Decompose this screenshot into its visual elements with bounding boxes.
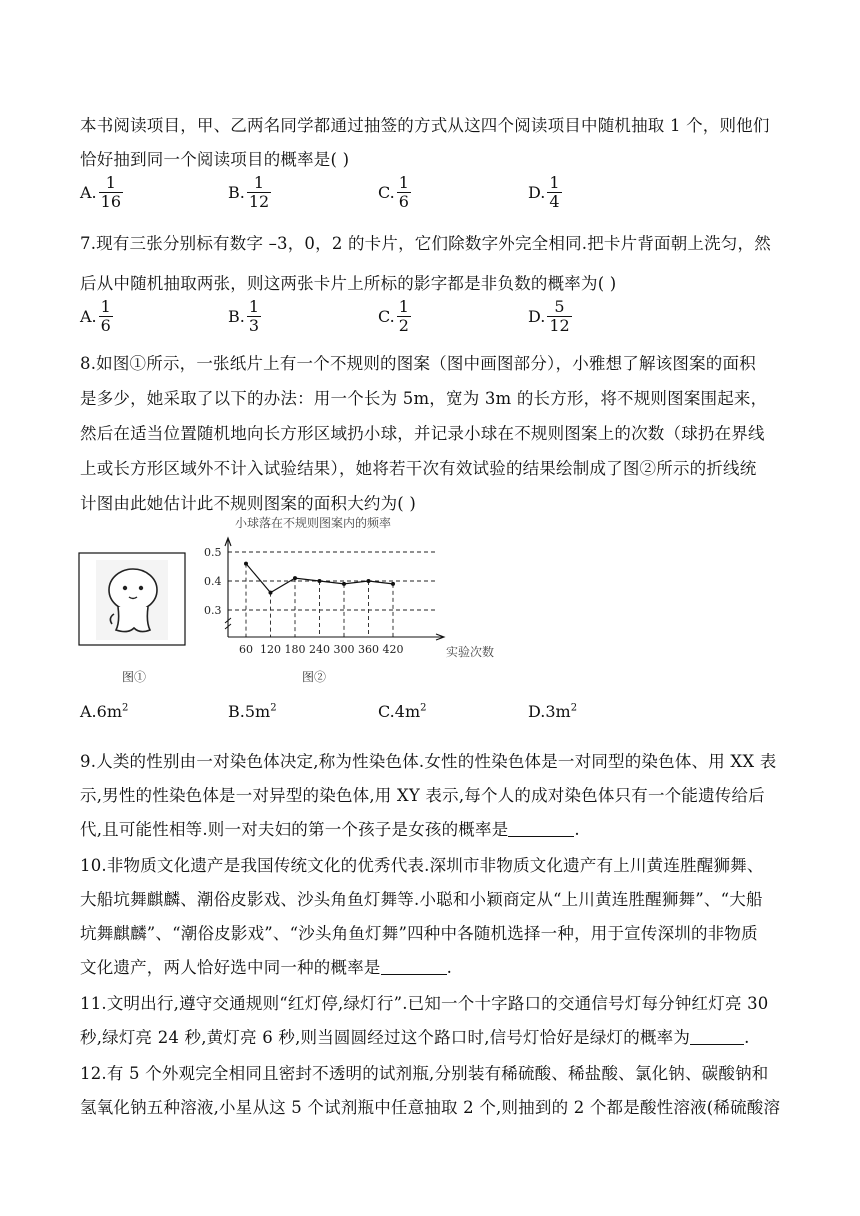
chart-point-6 (391, 582, 395, 586)
q12-line-2: 氢氧化钠五种溶液,小星从这 5 个试剂瓶中任意抽取 2 个,则抽到的 2 个都是酸性溶液(稀硫酸溶 (80, 1098, 781, 1117)
q9-line-3: 代,且可能性相等.则一对夫妇的第一个孩子是女孩的概率是 . (80, 820, 580, 839)
q10-line-2: 大船坑舞麒麟、潮俗皮影戏、沙头角鱼灯舞等.小聪和小颖商定从“上川黄连胜醒狮舞”、“大船 (80, 890, 763, 909)
chart-xtick-label-3: 240 (309, 643, 330, 656)
q8-line-4: 上或长方形区域外不计入试验结果），她将若干次有效试验的结果绘制成了图②所示的折线统 (80, 459, 757, 478)
figure-1-label: 图① (122, 670, 147, 684)
chart-point-5 (367, 579, 371, 583)
figure-2-chart (198, 510, 495, 662)
q12-line-1: 12.有 5 个外观完全相同且密封不透明的试剂瓶,分别装有稀硫酸、稀盐酸、氯化钠、碳酸钠和 (80, 1064, 769, 1083)
q7-option-c[interactable]: C. $\frac{1}{2}$ (378, 297, 409, 335)
q11-line-2: 秒,绿灯亮 24 秒,黄灯亮 6 秒,则当圆圆经过这个路口时,信号灯恰好是绿灯的概率为 . (80, 1028, 750, 1047)
chart-xtick-label-2: 180 (284, 643, 306, 656)
chart-xtick-label-5: 360 (358, 643, 379, 656)
q8-line-1: 8.如图①所示，一张纸片上有一个不规则的图案（图中画图部分），小雅想了解该图案的面积 (80, 354, 756, 373)
chart-point-2 (293, 576, 297, 580)
chart-gridlines (228, 552, 436, 637)
q7-option-b[interactable]: B. $\frac{1}{3}$ (228, 297, 260, 335)
q7-line-2: 后从中随机抽取两张，则这两张卡片上所标的影字都是非负数的概率为( ) (80, 274, 617, 293)
chart-point-0 (244, 562, 248, 566)
q8-line-2: 是多少，她采取了以下的办法：用一个长为 5m，宽为 3m 的长方形，将不规则图案围起来， (80, 389, 768, 408)
chart-xtick-label-0: 60 (239, 643, 253, 656)
chart-ytick-label-1: 0.4 (204, 575, 222, 588)
q8-option-a[interactable]: $A.6m^2$ (80, 702, 129, 721)
q10-line-3: 坑舞麒麟”、“潮俗皮影戏”、“沙头角鱼灯舞”四种中各随机选择一种，用于宣传深圳的非物质 (80, 924, 758, 943)
chart-point-1 (269, 591, 273, 595)
chart-ytick-label-0: 0.3 (204, 604, 222, 617)
chart-xtick-label-6: 420 (382, 643, 404, 656)
chart-title: 小球落在不规则图案内的频率 (235, 516, 392, 530)
q8-options (80, 702, 780, 750)
q8-option-d[interactable]: $D.3m^2$ (528, 702, 578, 721)
q6-line-1: 本书阅读项目，甲、乙两名同学都通过抽签的方式从这四个阅读项目中随机抽取 1 个，则他们 (80, 116, 770, 135)
q7-option-d[interactable]: D. $\frac{5}{12}$ (528, 297, 570, 335)
q9-answer-blank[interactable] (508, 822, 574, 837)
q10-line-4: 文化遗产，两人恰好选中同一种的概率是 . (80, 958, 453, 977)
q8-line-5: 计图由此她估计此不规则图案的面积大约为( ) (80, 494, 417, 513)
figure-1 (78, 552, 188, 648)
q7-options (80, 298, 780, 346)
chart-xlabel: 实验次数 (446, 645, 495, 659)
chart-point-4 (342, 582, 346, 586)
chart-xtick-label-1: 120 (260, 643, 281, 656)
q11-answer-blank[interactable] (690, 1030, 744, 1045)
q9-line-2: 示,男性的性染色体是一对异型的染色体,用 XY 表示,每个人的成对染色体只有一个能遗传给后 (80, 786, 765, 805)
q8-line-3: 然后在适当位置随机地向长方形区域扔小球，并记录小球在不规则图案上的次数（球扔在界线 (80, 424, 765, 443)
q6-option-b[interactable]: B. $\frac{1}{12}$ (228, 173, 270, 211)
q6-option-a[interactable]: A. $\frac{1}{16}$ (80, 173, 121, 211)
q7-line-1: 7.现有三张分别标有数字 –3，0，2 的卡片，它们除数字外完全相同.把卡片背面朝上洗匀，然 (80, 234, 771, 253)
q9-line-1: 9.人类的性别由一对染色体决定,称为性染色体.女性的性染色体是一对同型的染色体、用 XX 表 (80, 752, 777, 771)
figure-2-label: 图② (302, 670, 327, 684)
chart-point-3 (318, 579, 322, 583)
chart-axes (225, 538, 444, 640)
chart-ytick-label-2: 0.5 (204, 546, 222, 559)
q6-option-c[interactable]: C. $\frac{1}{6}$ (378, 173, 409, 211)
q11-line-1: 11.文明出行,遵守交通规则“红灯停,绿灯行”.已知一个十字路口的交通信号灯每分钟红灯亮 30 (80, 994, 769, 1013)
q8-option-c[interactable]: $C.4m^2$ (378, 702, 427, 721)
q6-option-d[interactable]: D. $\frac{1}{4}$ (528, 173, 560, 211)
q10-answer-blank[interactable] (381, 960, 447, 975)
q6-line-2: 恰好抽到同一个阅读项目的概率是( ) (80, 150, 350, 169)
q10-line-1: 10.非物质文化遗产是我国传统文化的优秀代表.深圳市非物质文化遗产有上川黄连胜醒狮舞、 (80, 856, 764, 875)
chart-xtick-label-4: 300 (333, 643, 355, 656)
q8-option-b[interactable]: $B.5m^2$ (228, 702, 277, 721)
q6-options (80, 174, 780, 222)
chart-ticks (204, 546, 404, 656)
q7-option-a[interactable]: A. $\frac{1}{6}$ (80, 297, 111, 335)
